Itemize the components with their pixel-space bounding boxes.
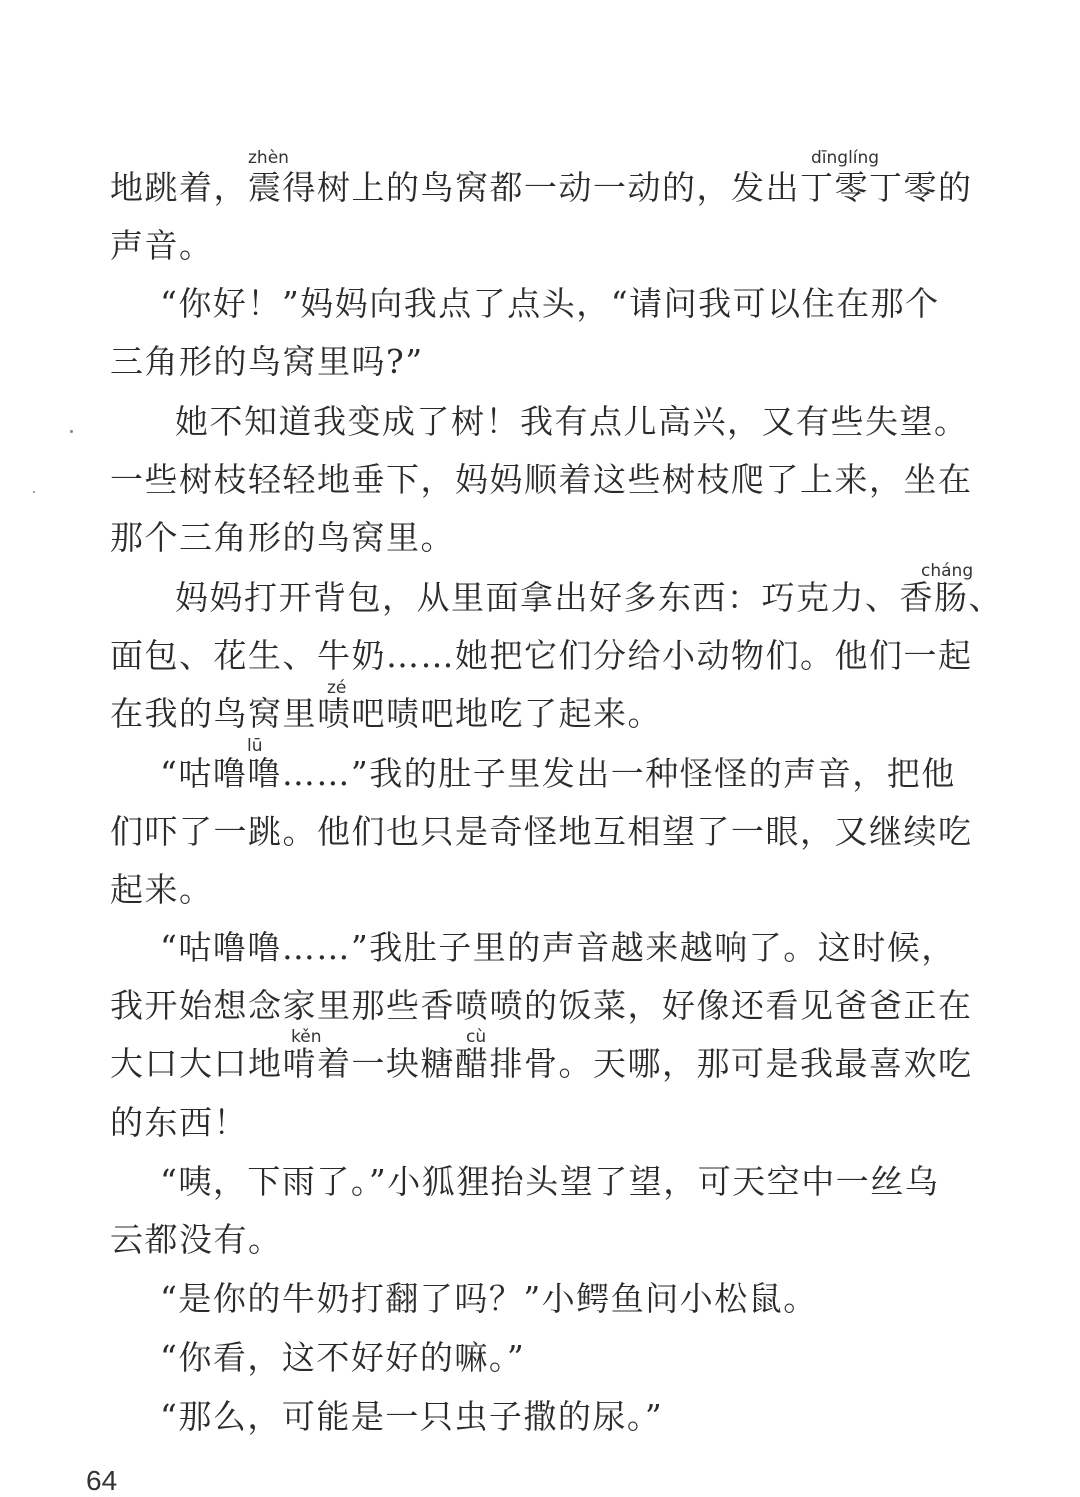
text-line: “咦，下雨了。”小狐狸抬头望了望，可天空中一丝乌 [160, 1162, 940, 1201]
text-line: “你看，这不好好的嘛。” [160, 1338, 526, 1377]
scan-speck [70, 430, 73, 433]
text-line: 我开始想念家里那些香喷喷的饭菜，好像还看见爸爸正在 [110, 986, 973, 1025]
text-line: 那个三角形的鸟窝里。 [110, 518, 455, 557]
text-line: 妈妈打开背包，从里面拿出好多东西：巧克力、香肠、 [175, 578, 1003, 617]
pinyin-chang: cháng [921, 561, 974, 581]
text-line: “是你的牛奶打翻了吗？”小鳄鱼问小松鼠。 [160, 1279, 818, 1318]
pinyin-ken: kěn [291, 1027, 322, 1047]
text-line: 面包、花生、牛奶……她把它们分给小动物们。他们一起 [110, 636, 973, 675]
text-line: 她不知道我变成了树！我有点儿高兴，又有些失望。 [175, 402, 969, 441]
page-number: 64 [86, 1465, 118, 1496]
pinyin-lu: lū [247, 736, 263, 756]
text-line: 的东西！ [110, 1103, 248, 1142]
text-line: 地跳着，震得树上的鸟窝都一动一动的，发出丁零丁零的 [110, 168, 973, 207]
text-line: 们吓了一跳。他们也只是奇怪地互相望了一眼，又继续吃 [110, 812, 973, 851]
text-line: 云都没有。 [110, 1220, 283, 1259]
text-line: 一些树枝轻轻地垂下，妈妈顺着这些树枝爬了上来，坐在 [110, 460, 973, 499]
text-line: 起来。 [110, 870, 214, 909]
pinyin-cu: cù [466, 1027, 487, 1047]
text-line: 大口大口地啃着一块糖醋排骨。天哪，那可是我最喜欢吃 [110, 1044, 973, 1083]
text-line: 在我的鸟窝里啧吧啧吧地吃了起来。 [110, 694, 662, 733]
text-line: “那么，可能是一只虫子撒的尿。” [160, 1397, 664, 1436]
text-line: “咕噜噜……”我肚子里的声音越来越响了。这时候， [160, 928, 956, 967]
text-line: 声音。 [110, 226, 214, 265]
text-line: “你好！”妈妈向我点了点头，“请问我可以住在那个 [160, 284, 940, 323]
scan-speck [33, 491, 35, 493]
text-line: 三角形的鸟窝里吗?” [110, 342, 424, 381]
pinyin-dingling: dīnglíng [811, 148, 880, 168]
text-line: “咕噜噜……”我的肚子里发出一种怪怪的声音，把他 [160, 754, 956, 793]
pinyin-ze: zé [327, 678, 347, 698]
pinyin-zhen: zhèn [248, 148, 289, 168]
